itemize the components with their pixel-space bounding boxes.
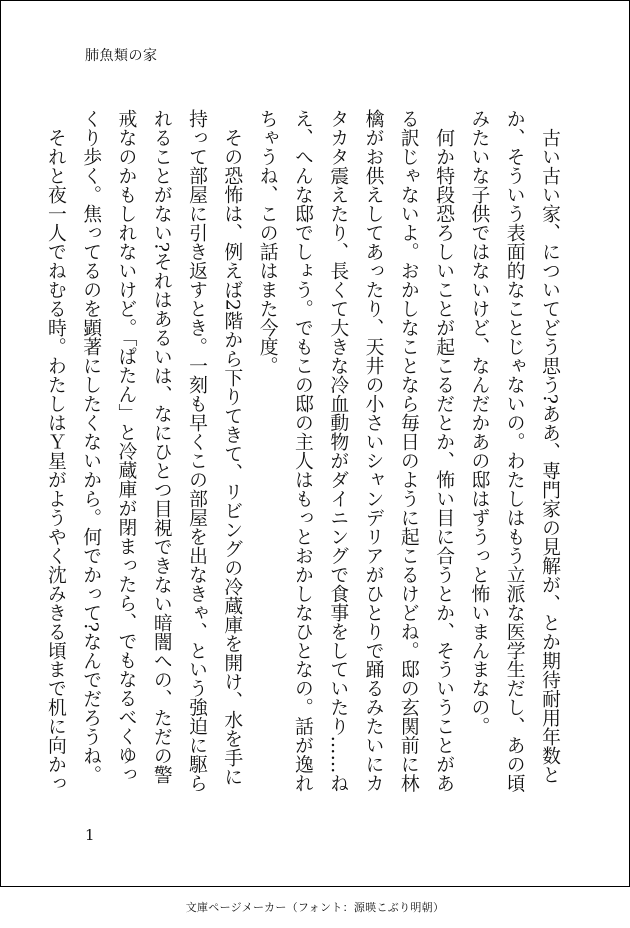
text-line: え、へんな邸でしょう。でもこの邸の主人はもっとおかしなひとなの。話が逸れ <box>291 109 313 793</box>
text-line: タカタ震えたり、長くて大きな冷血動物がダイニングで食事をしていたり……ね <box>327 109 349 793</box>
vertical-body-text <box>44 109 567 799</box>
text-line: 古い古い家、についてどう思う?ああ、専門家の見解が、とか期待耐用年数と <box>539 109 560 784</box>
text-line: れることがない?それはあるいは、なにひとつ目視できない暗闇への、ただの警 <box>150 109 172 784</box>
page-number: 1 <box>85 826 95 844</box>
text-line: 持って部屋に引き返すとき。一刻も早くこの部屋を出なきゃ、という強迫に駆ら <box>186 109 208 793</box>
running-header: 肺魚類の家 <box>85 48 158 64</box>
text-line: それと夜一人でねむる時。わたしはＹ星がようやく沈みきる頃まで机に向かっ <box>44 109 66 793</box>
text-line: 何か特段恐ろしいことが起こるだとか、怖い目に合うとか、そういうことがあ <box>433 109 455 793</box>
text-line: る訳じゃないよ。おかしなことなら毎日のように起こるけどね。邸の玄関前に林 <box>397 109 419 793</box>
text-line: ちゃうね、この話はまた今度。 <box>256 109 278 375</box>
text-line: みたいな子供ではないけど、なんだかあの邸はずうっと怖いまんまなの。 <box>468 109 490 736</box>
footer-credit: 文庫ページメーカー（フォント：源暎こぶり明朝） <box>185 901 445 914</box>
text-line: くり歩く。焦ってるのを顕著にしたくないから。何でかって?なんでだろうね。 <box>80 109 102 784</box>
text-line: その恐怖は、例えば2階から下りてきて、リビングの冷蔵庫を開け、水を手に <box>221 109 243 786</box>
text-line: 戒なのかもしれないけど。「ぱたん」と冷蔵庫が閉まったら、でもなるべくゆっ <box>115 109 137 784</box>
text-line: か、そういう表面的なことじゃないの。わたしはもう立派な医学生だし、あの頃 <box>503 109 525 793</box>
text-line: 檎がお供えしてあったり、天井の小さいシャンデリアがひとりで踊るみたいにカ <box>362 109 384 793</box>
